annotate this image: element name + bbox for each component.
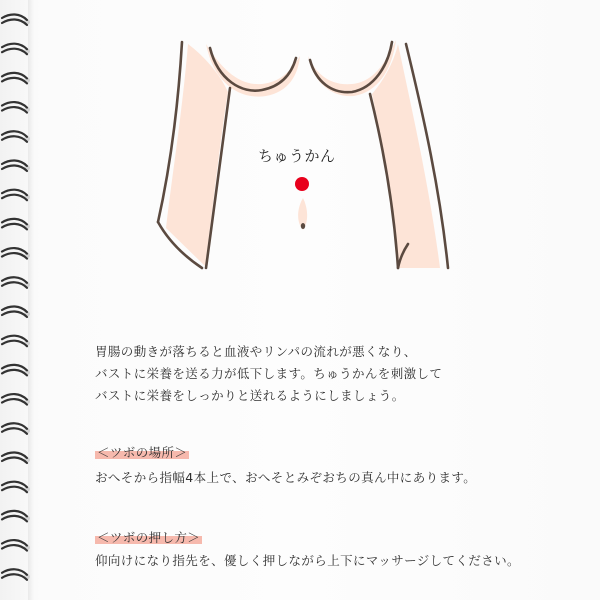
location-heading [95,445,189,461]
spiral-ring [2,44,30,55]
spiral-ring [2,102,30,113]
navel-center [301,223,305,229]
intro-line-2: バストに栄養を送る力が低下します。ちゅうかんを刺激して [95,366,443,381]
spiral-ring [2,190,30,201]
spiral-ring [2,160,30,171]
spiral-ring [2,511,30,522]
spiral-ring [2,131,30,142]
spiral-ring [2,394,30,405]
spiral-ring [2,569,30,580]
spiral-ring [2,219,30,230]
spiral-ring [2,14,30,25]
acupoint-marker [295,177,309,191]
method-heading [95,530,202,546]
spiral-ring [2,365,30,376]
spiral-ring [2,452,30,463]
spiral-ring [2,423,30,434]
spiral-ring [2,482,30,493]
spiral-ring [2,336,30,347]
location-text: おへそから指幅4本上で、おへそとみぞおちの真ん中にあります。 [95,470,477,485]
method-text: 仰向けになり指先を、優しく押しながら上下にマッサージしてください。 [95,553,520,568]
spiral-ring [2,277,30,288]
left-side-skin [166,44,228,266]
binding-shadow [28,0,34,600]
spiral-ring [2,248,30,259]
location-heading-text: ＜ツボの場所＞ [97,445,188,460]
acupoint-label: ちゅうかん [258,147,336,165]
spiral-ring [2,540,30,551]
method-heading-text: ＜ツボの押し方＞ [97,530,201,545]
intro-line-1: 胃腸の動きが落ちると血液やリンパの流れが悪くなり、 [95,344,417,359]
intro-line-3: バストに栄養をしっかりと送れるようにしましょう。 [95,388,405,403]
spiral-ring [2,73,30,84]
spiral-binding [0,0,40,600]
spiral-ring [2,306,30,317]
